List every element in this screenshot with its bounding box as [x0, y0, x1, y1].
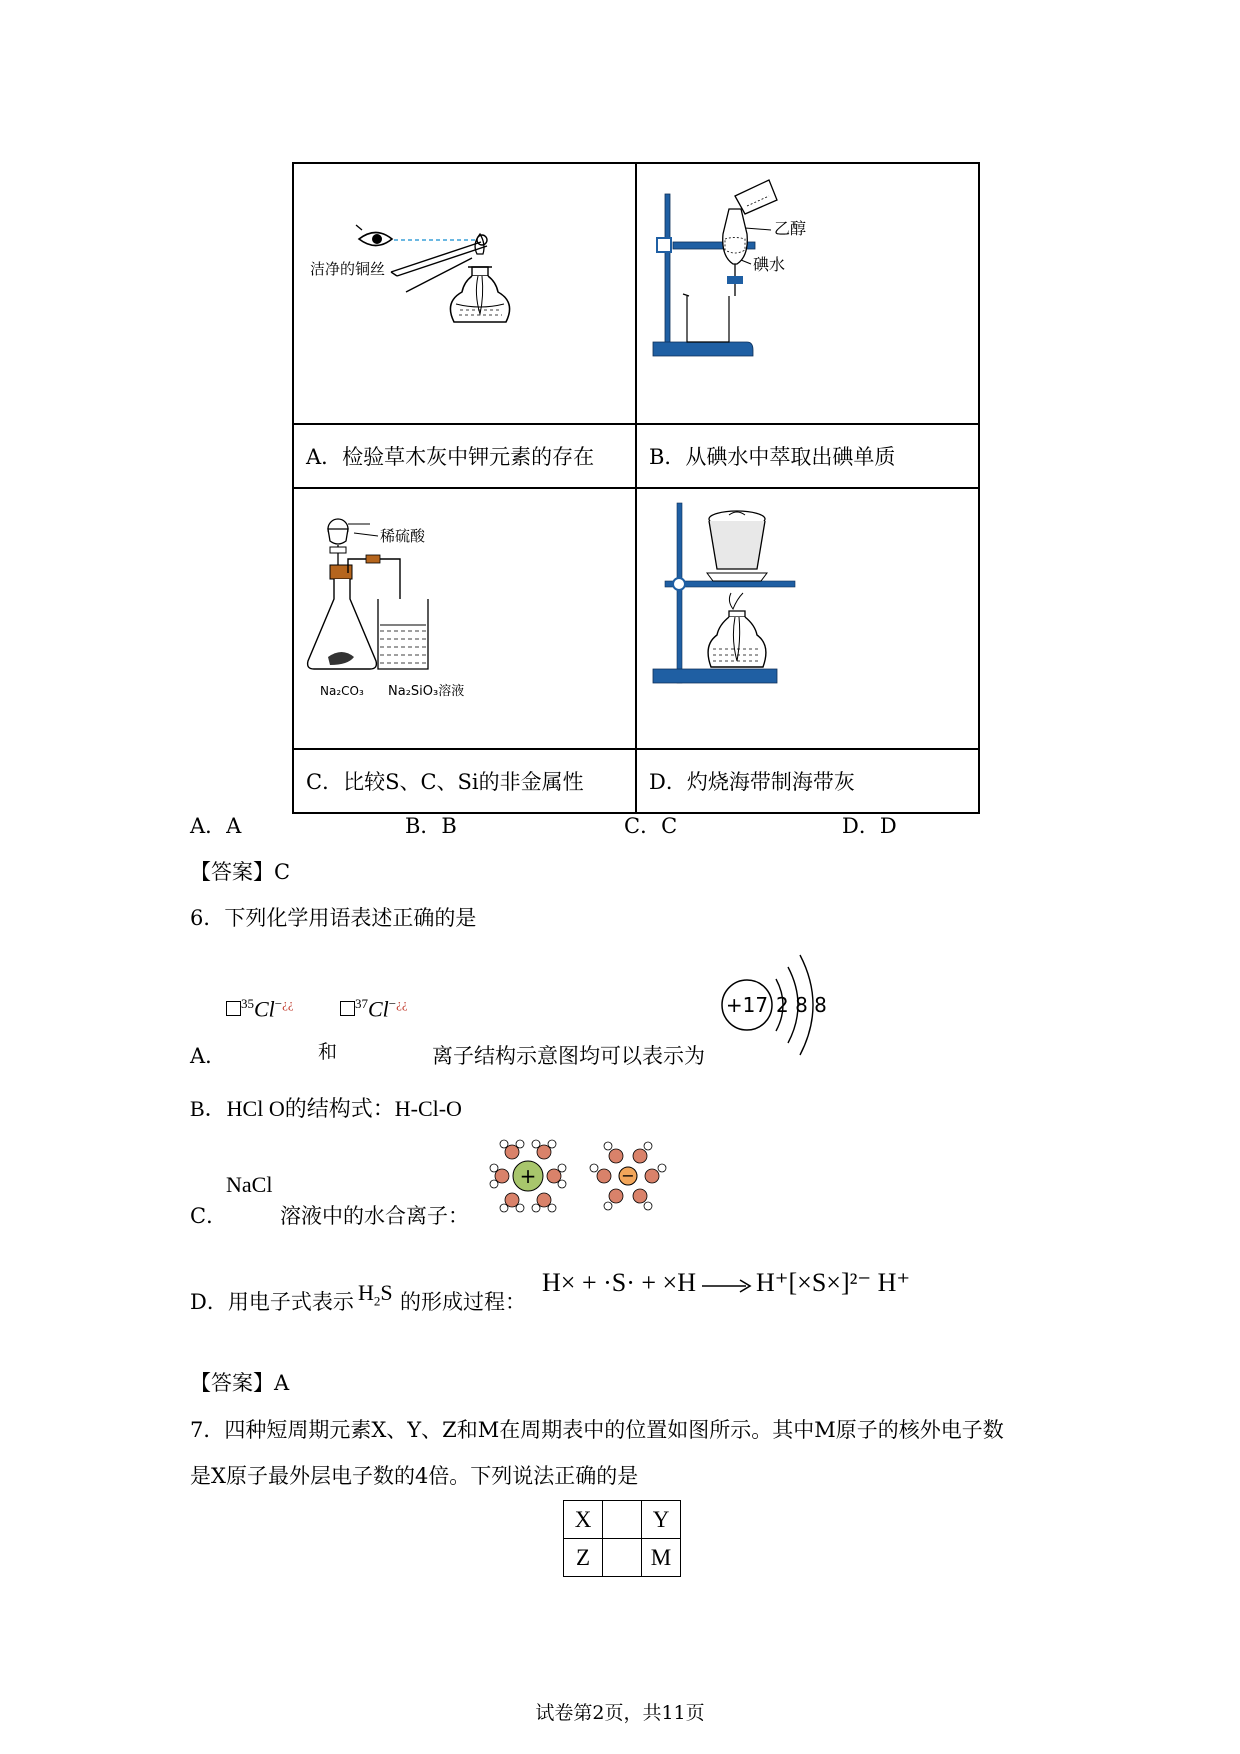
figure-c-carbonate-label: Na₂CO₃: [320, 684, 364, 698]
q7-stem-line1: 7．四种短周期元素X、Y、Z和M在周期表中的位置如图所示。其中M原子的核外电子数: [190, 1418, 1004, 1442]
caption-b: B．从碘水中萃取出碘单质: [636, 424, 979, 488]
q6-c-formula: NaCl: [226, 1172, 273, 1197]
q6-c-suffix: 溶液中的水合离子：: [280, 1204, 469, 1228]
caption-c: C．比较S、C、Si的非金属性: [293, 749, 636, 813]
figure-a-flame-test: [294, 164, 623, 419]
figure-b-separatory-funnel: [637, 164, 966, 419]
electron-shells: 2 8 8: [776, 993, 827, 1017]
figure-c-silicate-label: Na₂SiO₃溶液: [388, 684, 465, 699]
svg-text:+: +: [519, 1164, 537, 1188]
q6-a-isotope-2: $^{37}$Cl−¿¿: [340, 996, 408, 1022]
q6-a-suffix: 离子结构示意图均可以表示为: [432, 1044, 705, 1068]
hydrated-anion: [590, 1142, 666, 1210]
element-cell-y: Y: [642, 1501, 681, 1539]
figure-d-crucible-burning: [637, 489, 966, 744]
q6-a-and: 和: [318, 1041, 338, 1063]
nucleus-charge: +17: [725, 993, 769, 1017]
q6-d-process-left: H× + ·S· + ×H: [542, 1268, 696, 1297]
hydrated-cation: [490, 1140, 566, 1212]
caption-d: D．灼烧海带制海带灰: [636, 749, 979, 813]
q5-option-b: B．B: [405, 814, 457, 838]
q5-answer: 【答案】C: [190, 860, 291, 884]
q6-d-process-right: H⁺[×S×]²⁻ H⁺: [756, 1268, 911, 1297]
figure-c-acid-label: 稀硫酸: [380, 527, 426, 545]
element-cell-m: M: [642, 1539, 681, 1577]
figure-b-iodine-label: 碘水: [753, 255, 786, 274]
q7-stem-line2: 是X原子最外层电子数的4倍。下列说法正确的是: [190, 1464, 639, 1488]
element-cell-x: X: [564, 1501, 603, 1539]
q6-d-formula: $H_2S$: [358, 1280, 393, 1309]
figure-b-cell: [636, 163, 979, 424]
figure-c-cell: [293, 488, 636, 749]
curved-arrow-icon: [532, 1240, 544, 1252]
q5-option-d: D．D: [842, 814, 897, 838]
chloride-ion-structure-diagram: [714, 945, 834, 1065]
q6-stem: 6．下列化学用语表述正确的是: [190, 906, 477, 930]
figure-a-cell: [293, 163, 636, 424]
element-cell-empty: [603, 1539, 642, 1577]
caption-a: A．检验草木灰中钾元素的存在: [293, 424, 636, 488]
hydrated-ions-diagram: [478, 1132, 678, 1222]
q5-option-c: C．C: [624, 814, 678, 838]
reaction-arrow-icon: [700, 1274, 754, 1298]
q6-answer: 【答案】A: [190, 1371, 290, 1395]
q5-option-table: [292, 162, 980, 814]
placeholder-box-icon: [226, 1001, 241, 1016]
q5-option-a: A．A: [190, 814, 242, 838]
element-cell-z: Z: [564, 1539, 603, 1577]
element-cell-empty: [603, 1501, 642, 1539]
q6-c-prefix: C．: [190, 1204, 228, 1228]
page-footer: 试卷第2页，共11页: [535, 1702, 705, 1724]
svg-text:−: −: [621, 1166, 635, 1185]
figure-b-ethanol-label: 乙醇: [774, 219, 807, 238]
figure-a-label: 洁净的铜丝: [310, 260, 386, 278]
q6-a-isotope-1: $^{35}$Cl−¿¿: [226, 996, 294, 1022]
q6-b-text: B．HCl O的结构式：H-Cl-O: [190, 1096, 462, 1121]
q6-d-suffix: 的形成过程：: [400, 1290, 526, 1314]
figure-c-acidity-apparatus: [294, 489, 623, 744]
q6-a-prefix: A．: [190, 1044, 227, 1068]
q6-d-prefix: D．用电子式表示: [190, 1290, 354, 1314]
placeholder-box-icon: [340, 1001, 355, 1016]
periodic-table-fragment: [563, 1500, 681, 1577]
figure-d-cell: [636, 488, 979, 749]
